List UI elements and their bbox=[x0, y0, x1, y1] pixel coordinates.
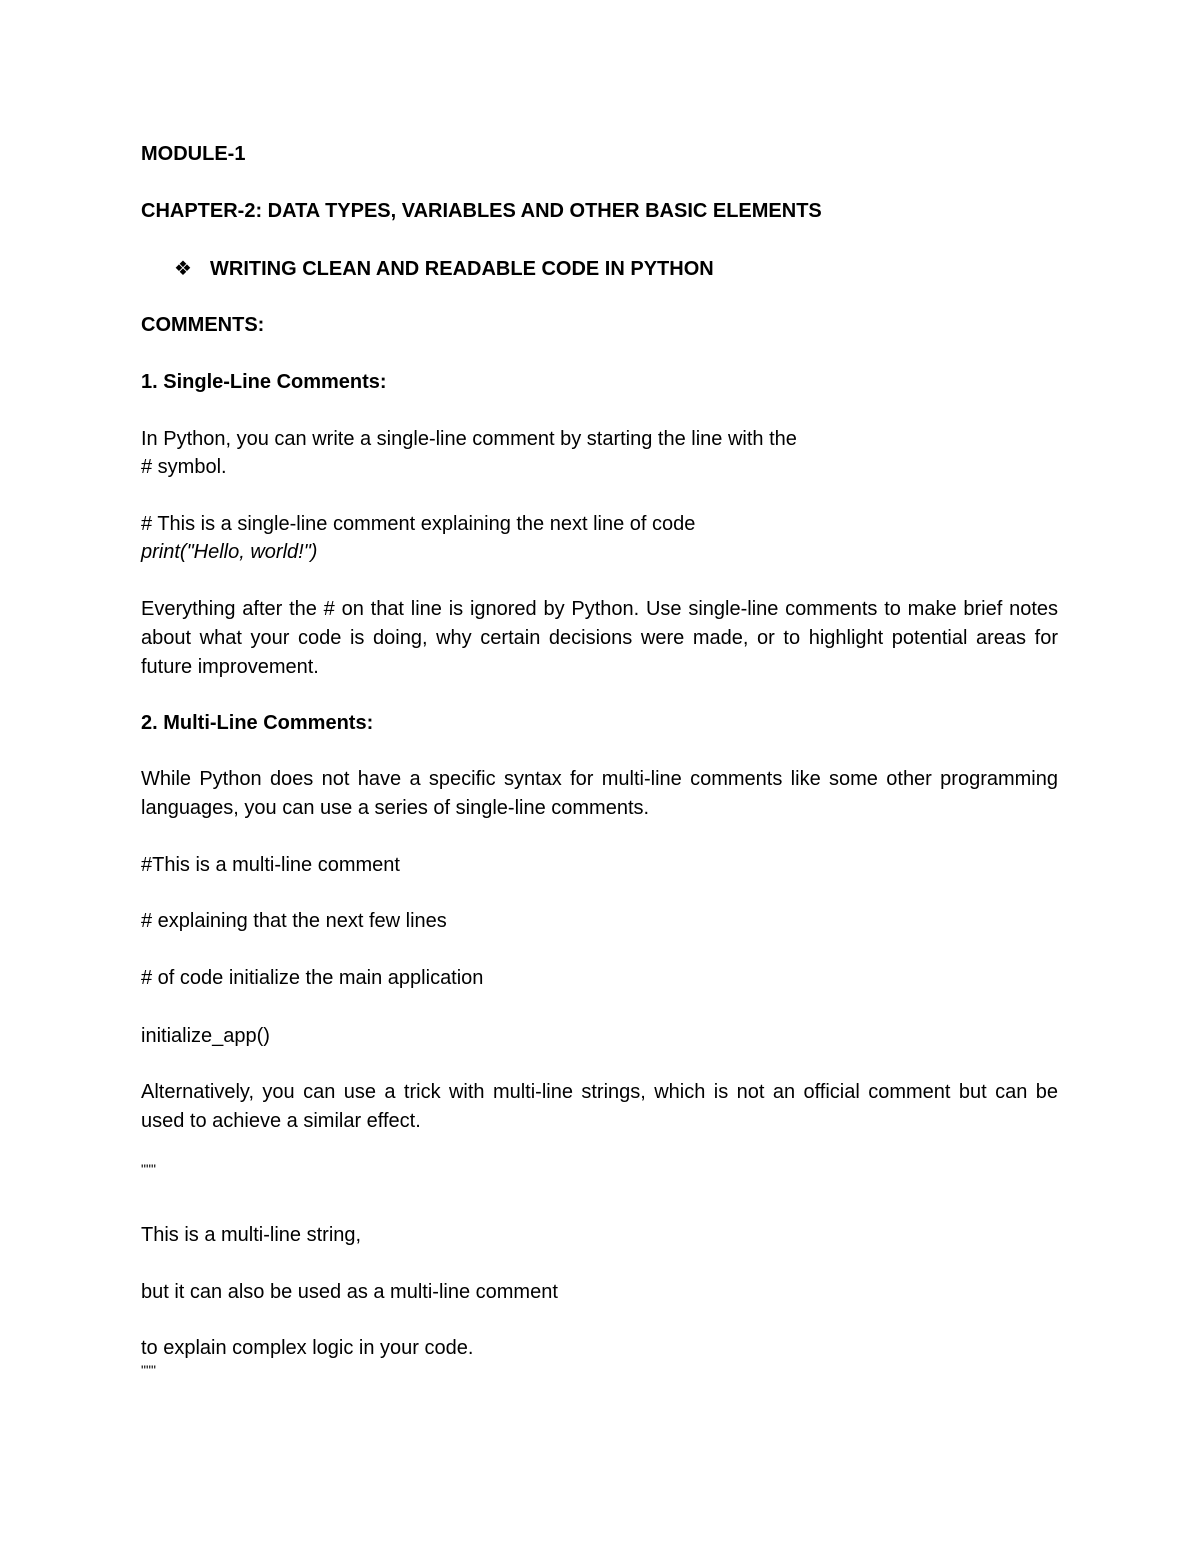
bullet-heading bbox=[174, 254, 714, 283]
code-comment-example: # This is a single-line comment explaining the next line of code bbox=[141, 513, 696, 535]
chapter-title: CHAPTER-2: DATA TYPES, VARIABLES AND OTHER BASIC ELEMENTS bbox=[141, 200, 822, 222]
triple-quote-open: """ bbox=[141, 1161, 156, 1177]
module-title: MODULE-1 bbox=[141, 143, 246, 165]
multi-line-heading: 2. Multi-Line Comments: bbox=[141, 712, 374, 734]
initialize-app-call: initialize_app() bbox=[141, 1025, 270, 1047]
single-line-intro-line2: # symbol. bbox=[141, 456, 227, 478]
string-line1: This is a multi-line string, bbox=[141, 1224, 362, 1246]
code-print-example: print("Hello, world!") bbox=[141, 541, 318, 563]
alternative-explanation: Alternatively, you can use a trick with multi-line strings, which is not an official comment but can be used to achieve a similar effect. bbox=[141, 1081, 1058, 1132]
multi-comment-line2: # explaining that the next few lines bbox=[141, 910, 447, 932]
multi-comment-line3: # of code initialize the main application bbox=[141, 967, 484, 989]
single-line-explanation: Everything after the # on that line is ignored by Python. Use single-line comments to make brief notes about what your code is doing, why certain decisions were made, or to highlight potential areas for future improvement. bbox=[141, 598, 1058, 678]
multi-comment-line1: #This is a multi-line comment bbox=[141, 854, 400, 876]
string-line2: but it can also be used as a multi-line comment bbox=[141, 1281, 558, 1303]
triple-quote-close: """ bbox=[141, 1362, 156, 1378]
multi-line-intro: While Python does not have a specific syntax for multi-line comments like some other programming languages, you can use a series of single-line comments. bbox=[141, 768, 1058, 819]
single-line-intro-line1: In Python, you can write a single-line comment by starting the line with the bbox=[141, 428, 797, 450]
bullet-heading-text: WRITING CLEAN AND READABLE CODE IN PYTHON bbox=[210, 258, 714, 280]
comments-heading: COMMENTS: bbox=[141, 314, 265, 336]
string-line3: to explain complex logic in your code. bbox=[141, 1337, 474, 1359]
diamond-bullet-icon: ❖ bbox=[174, 256, 192, 280]
single-line-heading: 1. Single-Line Comments: bbox=[141, 371, 387, 393]
